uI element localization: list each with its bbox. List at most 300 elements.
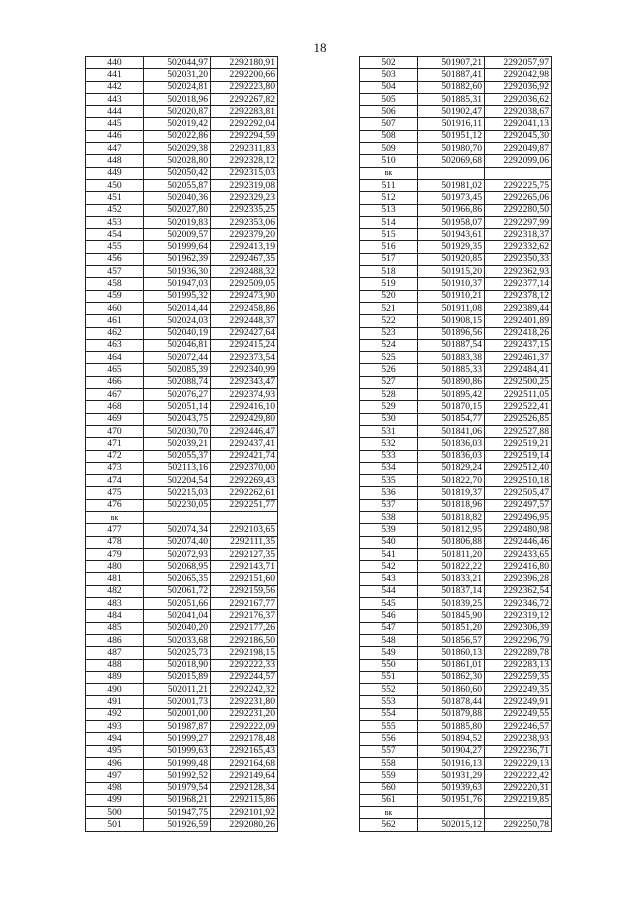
x-coordinate-cell: 502019,83 xyxy=(144,216,211,228)
x-coordinate-cell: 501910,37 xyxy=(418,278,485,290)
y-coordinate-cell: 2292057,97 xyxy=(485,57,552,69)
x-coordinate-cell: 502204,54 xyxy=(144,475,211,487)
table-row xyxy=(86,69,278,81)
x-coordinate-cell: 502015,12 xyxy=(418,819,485,831)
y-coordinate-cell: 2292200,66 xyxy=(211,69,278,81)
point-number-cell: 519 xyxy=(360,278,418,290)
point-number-cell: 550 xyxy=(360,659,418,671)
y-coordinate-cell: 2292283,81 xyxy=(211,106,278,118)
table-row xyxy=(86,352,278,364)
y-coordinate-cell: 2292389,44 xyxy=(485,302,552,314)
point-number-cell: 459 xyxy=(86,290,144,302)
y-coordinate-cell: 2292223,80 xyxy=(211,81,278,93)
point-number-cell: 464 xyxy=(86,352,144,364)
x-coordinate-cell: 501811,20 xyxy=(418,548,485,560)
x-coordinate-cell: 501861,01 xyxy=(418,659,485,671)
table-row xyxy=(360,438,552,450)
x-coordinate-cell: 501860,13 xyxy=(418,647,485,659)
table-row xyxy=(360,118,552,130)
y-coordinate-cell: 2292467,35 xyxy=(211,253,278,265)
point-number-cell: 540 xyxy=(360,536,418,548)
point-number-cell: 473 xyxy=(86,462,144,474)
x-coordinate-cell: 501968,21 xyxy=(144,794,211,806)
x-coordinate-cell: 501926,59 xyxy=(144,819,211,831)
table-row xyxy=(360,57,552,69)
y-coordinate-cell: 2292413,19 xyxy=(211,241,278,253)
point-number-cell: 552 xyxy=(360,684,418,696)
table-row xyxy=(86,499,278,511)
y-coordinate-cell: 2292378,12 xyxy=(485,290,552,302)
x-coordinate-cell: 501936,30 xyxy=(144,266,211,278)
table-row xyxy=(360,302,552,314)
y-coordinate-cell: 2292250,78 xyxy=(485,819,552,831)
x-coordinate-cell: 502029,38 xyxy=(144,143,211,155)
table-row xyxy=(86,598,278,610)
point-number-cell: 546 xyxy=(360,610,418,622)
point-number-cell: 558 xyxy=(360,757,418,769)
y-coordinate-cell: 2292186,50 xyxy=(211,634,278,646)
point-number-cell: 521 xyxy=(360,302,418,314)
y-coordinate-cell: 2292416,10 xyxy=(211,401,278,413)
x-coordinate-cell: 501833,21 xyxy=(418,573,485,585)
x-coordinate-cell: 501973,45 xyxy=(418,192,485,204)
x-coordinate-cell: 502043,75 xyxy=(144,413,211,425)
point-number-cell: 530 xyxy=(360,413,418,425)
table-row xyxy=(86,524,278,536)
table-row xyxy=(86,143,278,155)
x-coordinate-cell: 502009,57 xyxy=(144,229,211,241)
table-row xyxy=(86,339,278,351)
y-coordinate-cell: 2292306,39 xyxy=(485,622,552,634)
table-row xyxy=(86,696,278,708)
point-number-cell: 539 xyxy=(360,524,418,536)
point-number-cell: 508 xyxy=(360,130,418,142)
x-coordinate-cell: 502051,66 xyxy=(144,598,211,610)
x-coordinate-cell: 502055,87 xyxy=(144,179,211,191)
y-coordinate-cell: 2292473,90 xyxy=(211,290,278,302)
point-number-cell: 472 xyxy=(86,450,144,462)
point-number-cell: 447 xyxy=(86,143,144,155)
y-coordinate-cell: 2292500,25 xyxy=(485,376,552,388)
table-row xyxy=(86,229,278,241)
point-number-cell: 441 xyxy=(86,69,144,81)
table-row xyxy=(360,573,552,585)
table-row xyxy=(360,757,552,769)
x-coordinate-cell: 501862,30 xyxy=(418,671,485,683)
table-row xyxy=(86,253,278,265)
point-number-cell: 479 xyxy=(86,548,144,560)
table-row xyxy=(86,536,278,548)
point-number-cell: 480 xyxy=(86,561,144,573)
table-row xyxy=(360,352,552,364)
table-row xyxy=(86,155,278,167)
y-coordinate-cell: 2292080,26 xyxy=(211,819,278,831)
table-row xyxy=(86,487,278,499)
point-number-cell: 443 xyxy=(86,93,144,105)
x-coordinate-cell: 502040,19 xyxy=(144,327,211,339)
x-coordinate-cell: 501818,96 xyxy=(418,499,485,511)
point-number-cell: вк xyxy=(360,167,418,179)
x-coordinate-cell: 502011,21 xyxy=(144,684,211,696)
table-row xyxy=(86,659,278,671)
x-coordinate-cell: 501822,70 xyxy=(418,475,485,487)
x-coordinate-cell: 501896,56 xyxy=(418,327,485,339)
x-coordinate-cell: 502044,97 xyxy=(144,57,211,69)
x-coordinate-cell: 501907,21 xyxy=(418,57,485,69)
x-coordinate-cell: 501999,27 xyxy=(144,733,211,745)
x-coordinate-cell: 501851,20 xyxy=(418,622,485,634)
table-row xyxy=(360,696,552,708)
point-number-cell: 487 xyxy=(86,647,144,659)
point-number-cell: 528 xyxy=(360,389,418,401)
x-coordinate-cell: 502001,00 xyxy=(144,708,211,720)
y-coordinate-cell xyxy=(485,167,552,179)
point-number-cell: 500 xyxy=(86,807,144,819)
point-number-cell: 469 xyxy=(86,413,144,425)
table-row xyxy=(86,647,278,659)
table-row xyxy=(360,511,552,523)
y-coordinate-cell: 2292461,37 xyxy=(485,352,552,364)
y-coordinate-cell: 2292448,37 xyxy=(211,315,278,327)
point-number-cell: 527 xyxy=(360,376,418,388)
table-row xyxy=(86,573,278,585)
y-coordinate-cell: 2292238,93 xyxy=(485,733,552,745)
point-number-cell: 467 xyxy=(86,389,144,401)
point-number-cell: 442 xyxy=(86,81,144,93)
point-number-cell: 507 xyxy=(360,118,418,130)
table-row xyxy=(86,106,278,118)
x-coordinate-cell: 502039,21 xyxy=(144,438,211,450)
y-coordinate-cell: 2292421,74 xyxy=(211,450,278,462)
y-coordinate-cell: 2292231,80 xyxy=(211,696,278,708)
point-number-cell: 453 xyxy=(86,216,144,228)
point-number-cell: 523 xyxy=(360,327,418,339)
table-row xyxy=(360,241,552,253)
table-row xyxy=(360,413,552,425)
y-coordinate-cell: 2292510,18 xyxy=(485,475,552,487)
x-coordinate-cell: 501904,27 xyxy=(418,745,485,757)
x-coordinate-cell: 501916,11 xyxy=(418,118,485,130)
x-coordinate-cell: 501829,24 xyxy=(418,462,485,474)
y-coordinate-cell: 2292103,65 xyxy=(211,524,278,536)
table-row xyxy=(360,290,552,302)
y-coordinate-cell: 2292319,08 xyxy=(211,179,278,191)
point-number-cell: 535 xyxy=(360,475,418,487)
table-row xyxy=(360,610,552,622)
x-coordinate-cell: 502025,73 xyxy=(144,647,211,659)
table-row xyxy=(360,130,552,142)
y-coordinate-cell: 2292180,91 xyxy=(211,57,278,69)
y-coordinate-cell: 2292497,57 xyxy=(485,499,552,511)
y-coordinate-cell: 2292526,85 xyxy=(485,413,552,425)
y-coordinate-cell: 2292225,75 xyxy=(485,179,552,191)
table-row xyxy=(360,708,552,720)
point-number-cell: 446 xyxy=(86,130,144,142)
table-row xyxy=(360,106,552,118)
point-number-cell: 498 xyxy=(86,782,144,794)
x-coordinate-cell: 501947,75 xyxy=(144,807,211,819)
table-row xyxy=(86,278,278,290)
x-coordinate-cell: 501860,60 xyxy=(418,684,485,696)
y-coordinate-cell: 2292176,37 xyxy=(211,610,278,622)
table-row xyxy=(86,511,278,523)
x-coordinate-cell: 501995,32 xyxy=(144,290,211,302)
table-row xyxy=(360,278,552,290)
point-number-cell: 505 xyxy=(360,93,418,105)
table-row xyxy=(86,733,278,745)
table-row xyxy=(360,819,552,831)
point-number-cell: 514 xyxy=(360,216,418,228)
x-coordinate-cell: 501845,90 xyxy=(418,610,485,622)
x-coordinate-cell: 502076,27 xyxy=(144,389,211,401)
x-coordinate-cell: 501939,63 xyxy=(418,782,485,794)
point-number-cell: 513 xyxy=(360,204,418,216)
point-number-cell: 537 xyxy=(360,499,418,511)
point-number-cell: 517 xyxy=(360,253,418,265)
y-coordinate-cell: 2292292,04 xyxy=(211,118,278,130)
table-row xyxy=(86,708,278,720)
table-row xyxy=(86,819,278,831)
point-number-cell: 515 xyxy=(360,229,418,241)
y-coordinate-cell: 2292297,99 xyxy=(485,216,552,228)
point-number-cell: 460 xyxy=(86,302,144,314)
table-row xyxy=(360,327,552,339)
x-coordinate-cell: 501836,03 xyxy=(418,438,485,450)
y-coordinate-cell: 2292480,98 xyxy=(485,524,552,536)
point-number-cell: 458 xyxy=(86,278,144,290)
table-row xyxy=(360,733,552,745)
x-coordinate-cell: 502041,04 xyxy=(144,610,211,622)
point-number-cell: 512 xyxy=(360,192,418,204)
y-coordinate-cell: 2292396,28 xyxy=(485,573,552,585)
y-coordinate-cell: 2292198,15 xyxy=(211,647,278,659)
table-row xyxy=(86,290,278,302)
x-coordinate-cell xyxy=(418,807,485,819)
y-coordinate-cell: 2292340,99 xyxy=(211,364,278,376)
y-coordinate-cell: 2292242,32 xyxy=(211,684,278,696)
point-number-cell: 455 xyxy=(86,241,144,253)
table-row xyxy=(360,69,552,81)
table-row xyxy=(86,241,278,253)
y-coordinate-cell: 2292222,42 xyxy=(485,770,552,782)
x-coordinate-cell: 502033,68 xyxy=(144,634,211,646)
x-coordinate-cell: 502030,70 xyxy=(144,425,211,437)
table-row xyxy=(86,745,278,757)
table-row xyxy=(360,81,552,93)
y-coordinate-cell: 2292377,14 xyxy=(485,278,552,290)
y-coordinate-cell: 2292262,61 xyxy=(211,487,278,499)
table-row xyxy=(86,684,278,696)
x-coordinate-cell: 502015,89 xyxy=(144,671,211,683)
y-coordinate-cell: 2292496,95 xyxy=(485,511,552,523)
x-coordinate-cell: 502022,86 xyxy=(144,130,211,142)
y-coordinate-cell: 2292458,86 xyxy=(211,302,278,314)
x-coordinate-cell: 501981,02 xyxy=(418,179,485,191)
y-coordinate-cell: 2292244,57 xyxy=(211,671,278,683)
y-coordinate-cell: 2292249,55 xyxy=(485,708,552,720)
y-coordinate-cell: 2292350,33 xyxy=(485,253,552,265)
y-coordinate-cell: 2292246,57 xyxy=(485,721,552,733)
table-row xyxy=(86,93,278,105)
x-coordinate-cell: 501887,54 xyxy=(418,339,485,351)
point-number-cell: 547 xyxy=(360,622,418,634)
table-row xyxy=(360,585,552,597)
table-row xyxy=(360,659,552,671)
y-coordinate-cell: 2292222,09 xyxy=(211,721,278,733)
table-row xyxy=(360,721,552,733)
y-coordinate-cell: 2292319,12 xyxy=(485,610,552,622)
table-row xyxy=(86,266,278,278)
x-coordinate-cell: 501839,25 xyxy=(418,598,485,610)
point-number-cell: 559 xyxy=(360,770,418,782)
point-number-cell: 454 xyxy=(86,229,144,241)
table-row xyxy=(360,167,552,179)
x-coordinate-cell: 501915,20 xyxy=(418,266,485,278)
x-coordinate-cell: 502024,81 xyxy=(144,81,211,93)
point-number-cell: 557 xyxy=(360,745,418,757)
point-number-cell: 543 xyxy=(360,573,418,585)
y-coordinate-cell: 2292353,06 xyxy=(211,216,278,228)
table-row xyxy=(86,782,278,794)
table-row xyxy=(86,721,278,733)
x-coordinate-cell: 501822,22 xyxy=(418,561,485,573)
point-number-cell: 492 xyxy=(86,708,144,720)
table-row xyxy=(86,757,278,769)
table-row xyxy=(360,364,552,376)
point-number-cell: 545 xyxy=(360,598,418,610)
table-row xyxy=(86,130,278,142)
table-row xyxy=(86,389,278,401)
x-coordinate-cell: 502024,03 xyxy=(144,315,211,327)
x-coordinate-cell: 501818,82 xyxy=(418,511,485,523)
y-coordinate-cell: 2292370,00 xyxy=(211,462,278,474)
y-coordinate-cell: 2292220,31 xyxy=(485,782,552,794)
y-coordinate-cell: 2292219,85 xyxy=(485,794,552,806)
x-coordinate-cell: 501883,38 xyxy=(418,352,485,364)
table-row xyxy=(360,376,552,388)
point-number-cell: 504 xyxy=(360,81,418,93)
point-number-cell: 470 xyxy=(86,425,144,437)
y-coordinate-cell: 2292374,93 xyxy=(211,389,278,401)
point-number-cell: 481 xyxy=(86,573,144,585)
y-coordinate-cell: 2292433,65 xyxy=(485,548,552,560)
point-number-cell: 525 xyxy=(360,352,418,364)
point-number-cell: 445 xyxy=(86,118,144,130)
y-coordinate-cell: 2292362,93 xyxy=(485,266,552,278)
y-coordinate-cell: 2292041,13 xyxy=(485,118,552,130)
y-coordinate-cell: 2292164,68 xyxy=(211,757,278,769)
point-number-cell: 488 xyxy=(86,659,144,671)
point-number-cell: 457 xyxy=(86,266,144,278)
point-number-cell: 538 xyxy=(360,511,418,523)
x-coordinate-cell: 501837,14 xyxy=(418,585,485,597)
table-row xyxy=(360,315,552,327)
x-coordinate-cell: 501999,64 xyxy=(144,241,211,253)
table-row xyxy=(360,536,552,548)
table-row xyxy=(360,622,552,634)
x-coordinate-cell: 502068,95 xyxy=(144,561,211,573)
y-coordinate-cell: 2292373,54 xyxy=(211,352,278,364)
y-coordinate-cell: 2292427,64 xyxy=(211,327,278,339)
x-coordinate-cell: 501854,77 xyxy=(418,413,485,425)
point-number-cell: 463 xyxy=(86,339,144,351)
y-coordinate-cell: 2292249,91 xyxy=(485,696,552,708)
table-row xyxy=(86,57,278,69)
table-row xyxy=(86,315,278,327)
table-row xyxy=(360,450,552,462)
point-number-cell: 529 xyxy=(360,401,418,413)
table-row xyxy=(360,179,552,191)
table-row xyxy=(360,634,552,646)
point-number-cell: 526 xyxy=(360,364,418,376)
table-row xyxy=(86,462,278,474)
table-row xyxy=(360,401,552,413)
x-coordinate-cell: 502061,72 xyxy=(144,585,211,597)
table-row xyxy=(86,118,278,130)
y-coordinate-cell: 2292036,92 xyxy=(485,81,552,93)
x-coordinate-cell: 501962,39 xyxy=(144,253,211,265)
y-coordinate-cell: 2292149,64 xyxy=(211,770,278,782)
point-number-cell: 506 xyxy=(360,106,418,118)
y-coordinate-cell: 2292509,05 xyxy=(211,278,278,290)
table-row xyxy=(360,253,552,265)
point-number-cell: 478 xyxy=(86,536,144,548)
y-coordinate-cell: 2292519,14 xyxy=(485,450,552,462)
table-row xyxy=(360,93,552,105)
x-coordinate-cell: 501879,88 xyxy=(418,708,485,720)
table-row xyxy=(86,438,278,450)
y-coordinate-cell: 2292222,33 xyxy=(211,659,278,671)
point-number-cell: 544 xyxy=(360,585,418,597)
table-row xyxy=(360,487,552,499)
y-coordinate-cell xyxy=(485,807,552,819)
point-number-cell: 533 xyxy=(360,450,418,462)
x-coordinate-cell: 502028,80 xyxy=(144,155,211,167)
x-coordinate-cell: 502230,05 xyxy=(144,499,211,511)
table-row xyxy=(360,598,552,610)
x-coordinate-cell: 501951,12 xyxy=(418,130,485,142)
table-row xyxy=(86,401,278,413)
point-number-cell: 444 xyxy=(86,106,144,118)
y-coordinate-cell: 2292379,20 xyxy=(211,229,278,241)
y-coordinate-cell: 2292311,83 xyxy=(211,143,278,155)
point-number-cell: 484 xyxy=(86,610,144,622)
table-row xyxy=(86,425,278,437)
x-coordinate-cell: 502020,87 xyxy=(144,106,211,118)
table-row xyxy=(360,745,552,757)
table-row xyxy=(86,167,278,179)
y-coordinate-cell: 2292318,37 xyxy=(485,229,552,241)
y-coordinate-cell: 2292446,47 xyxy=(211,425,278,437)
y-coordinate-cell: 2292511,05 xyxy=(485,389,552,401)
x-coordinate-cell: 502046,81 xyxy=(144,339,211,351)
table-row xyxy=(86,192,278,204)
x-coordinate-cell: 501910,21 xyxy=(418,290,485,302)
x-coordinate-cell: 501999,48 xyxy=(144,757,211,769)
point-number-cell: 474 xyxy=(86,475,144,487)
point-number-cell: 493 xyxy=(86,721,144,733)
y-coordinate-cell: 2292099,06 xyxy=(485,155,552,167)
point-number-cell: 536 xyxy=(360,487,418,499)
point-number-cell: 524 xyxy=(360,339,418,351)
table-row xyxy=(360,462,552,474)
table-row xyxy=(360,684,552,696)
y-coordinate-cell: 2292362,54 xyxy=(485,585,552,597)
table-row xyxy=(360,389,552,401)
x-coordinate-cell: 501878,44 xyxy=(418,696,485,708)
y-coordinate-cell: 2292143,71 xyxy=(211,561,278,573)
point-number-cell: 522 xyxy=(360,315,418,327)
